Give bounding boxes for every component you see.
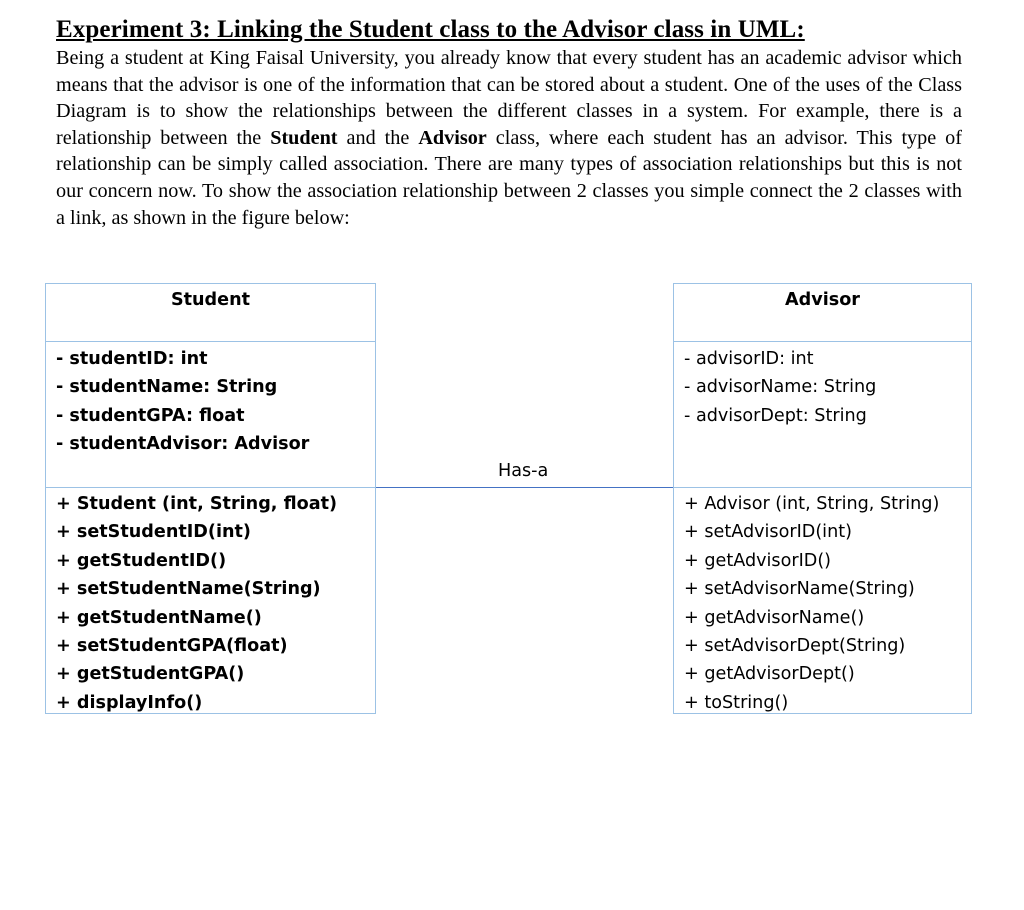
paragraph-text-3: class, where each student has an advisor. This type of relationship can be simply called association. There are many types of association relationships but this is not our concern now. To show the association relationship between 2 classes you simple connect the 2 classes with a link, as shown in the figure below: (56, 126, 963, 229)
paragraph-bold-student: Student (270, 126, 338, 149)
advisor-operation: + toString() (684, 692, 789, 713)
advisor-class-name: Advisor (674, 284, 971, 342)
advisor-operations (674, 488, 971, 717)
experiment-title: Experiment 3: Linking the Student class to the Advisor class in UML: (56, 16, 805, 43)
advisor-attribute: - advisorID: int (684, 349, 814, 369)
paragraph-text-2: and the (337, 126, 419, 149)
student-operation: + Student (int, String, float) (56, 494, 338, 514)
student-attribute: - studentGPA: float (56, 405, 245, 426)
document-body (56, 14, 962, 231)
student-attribute: - studentName: String (56, 377, 278, 398)
association-link (376, 487, 673, 488)
student-attribute: - studentID: int (56, 349, 208, 369)
description-paragraph (56, 45, 962, 231)
advisor-operation: + getAdvisorDept() (684, 664, 855, 685)
advisor-attribute: - advisorName: String (684, 377, 877, 398)
advisor-attribute: - advisorDept: String (684, 405, 867, 426)
advisor-operation: + Advisor (int, String, String) (684, 494, 940, 514)
paragraph-text-1: Being a student at King Faisal University, you already know that every student has an academic advisor which means that the advisor is one of the information that can be stored about a student. One of the uses of the Class Diagram is to show the relationships between the different classes in a system. For example, there is a relationship between the (56, 47, 962, 149)
advisor-operation: + setAdvisorDept(String) (684, 635, 906, 656)
student-operation: + getStudentName() (56, 607, 262, 628)
student-attribute: - studentAdvisor: Advisor (56, 434, 310, 455)
advisor-class-box (673, 283, 972, 714)
student-operation: + setStudentID(int) (56, 522, 251, 543)
student-operation: + displayInfo() (56, 692, 203, 713)
advisor-operation: + getAdvisorName() (684, 607, 865, 628)
student-operations (46, 488, 375, 717)
advisor-operation: + getAdvisorID() (684, 550, 832, 571)
advisor-operation: + setAdvisorName(String) (684, 579, 915, 600)
student-operation: + setStudentGPA(float) (56, 635, 288, 656)
association-label: Has-a (498, 461, 549, 481)
paragraph-bold-advisor: Advisor (418, 126, 487, 149)
advisor-operation: + setAdvisorID(int) (684, 522, 852, 543)
student-operation: + getStudentGPA() (56, 664, 245, 685)
student-class-box (45, 283, 376, 714)
student-operation: + getStudentID() (56, 550, 227, 571)
student-attributes (46, 342, 375, 488)
student-operation: + setStudentName(String) (56, 579, 321, 600)
student-class-name: Student (46, 284, 375, 342)
advisor-attributes (674, 342, 971, 488)
